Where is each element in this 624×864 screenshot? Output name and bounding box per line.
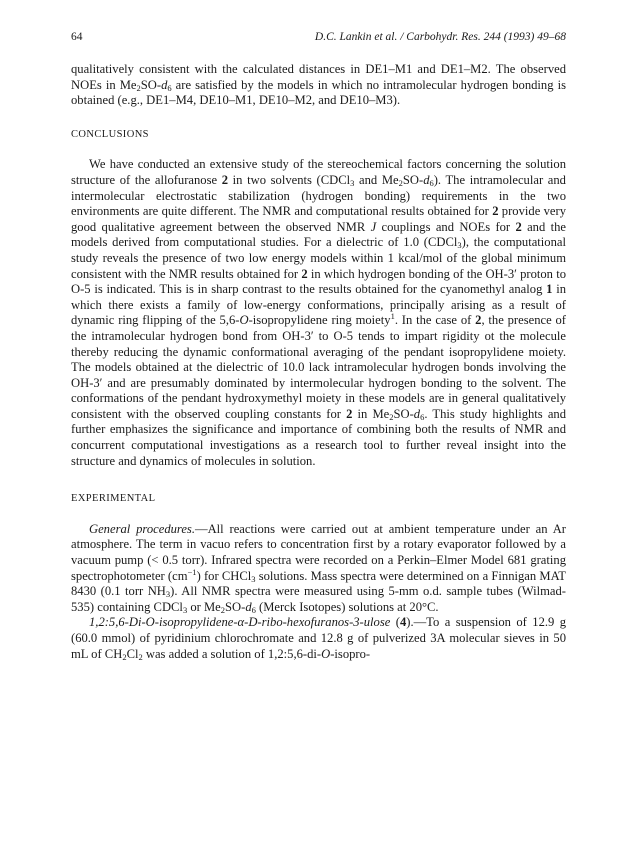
compound-4-paragraph: 1,2:5,6-Di-O-isopropylidene-α-D-ribo-hexofuranos-3-ulose (4).—To a suspension of 12.9 g (60.0 mmol) of pyridinium chlorochromate and 12.8 g of pulverized 3A molecular sieves in 50 mL of $CH_2Cl_2$ was added a solution of 1,2:5,6-di-O-isopro- <box>71 615 567 662</box>
general-procedures-title: General procedures. <box>89 521 195 536</box>
conclusions-paragraph: We have conducted an extensive study of the stereochemical factors concerning the solution structure of the allofuranose 2 in two solvents (CDCl$_3$ and $Me_2SO-d_6$). The intramolecular and intermolecular electrostatic stabilization (hydrogen bonding) requirements in the two environments are quite different. The NMR and computational results obtained for 2 provide very good qualitative agreement between the observed NMR J couplings and NOEs for 2 and the models derived from computational studies. For a dielectric of 1.0 (CDCl$_3$), the computational study reveals the presence of two low energy models within 1 kcal/mol of the global minimum consistent with the NMR results obtained for 2 in which hydrogen bonding of the OH-3′ proton to O-5 is indicated. This is in sharp contrast to the results obtained for the cyanomethyl analog 1 in which there exists a family of low-energy conformations, principally arising as a result of dynamic ring flipping of the 5,6-O-isopropylidene ring moiety$^1$. In the case of 2, the presence of the intramolecular hydrogen bond from OH-3′ to O-5 tends to impart rigidity ot the molecule thereby reducing the dynamic conformational averaging of the pendant isopropylidene moiety. The models obtained at the dielectric of 10.0 lack intramolecular hydrogen bonds involving the OH-3′ and are presumably dominated by intermolecular hydrogen bonding to the solvent. The conformations of the pendant hydroxymethyl moiety in these models are in general qualitatively consistent with the observed coupling constants for 2 in $Me_2SO-d_6$. This study highlights and further emphasizes the significance and importance of combining both the results of NMR and concurrent computational investigations as a research tool to further reveal insight into the structure and dynamics of molecules in solution. <box>71 157 567 468</box>
compound-4-title: 1,2:5,6-Di-O-isopropylidene-α-D-ribo-hexofuranos-3-ulose <box>89 615 391 630</box>
general-procedures-paragraph: General procedures.—All reactions were carried out at ambient temperature under an Ar atmosphere. The term in vacuo refers to concentration first by a rotary evaporator followed by a vacuum pump (< 0.5 torr). Infrared spectra were recorded on a Perkin–Elmer Model 681 grating spectrophotometer $(cm^{-1})$ for CHCl$_3$ solutions. Mass spectra were determined on a Finnigan MAT 8430 (0.1 torr $NH_3$). All NMR spectra were measured using 5-mm o.d. sample tubes (Wilmad-535) containing CDCl$_3$ or $Me_2SO-d_6$ (Merck Isotopes) solutions at 20°C. <box>71 521 566 615</box>
intro-paragraph: qualitatively consistent with the calculated distances in DE1–M1 and DE1–M2. The observed NOEs in $Me_2SO-d_6$ are satisfied by the models in which no intramolecular hydrogen bonding is obtained (e.g., DE1–M4, DE10–M1, DE10–M2, and DE10–M3). <box>71 62 566 108</box>
article-body <box>71 62 566 662</box>
page-number: 64 <box>71 31 83 43</box>
conclusions-heading: CONCLUSIONS <box>71 128 149 140</box>
experimental-heading: EXPERIMENTAL <box>71 493 156 505</box>
running-head: D.C. Lankin et al. / Carbohydr. Res. 244 (1993) 49–68 <box>314 31 566 43</box>
